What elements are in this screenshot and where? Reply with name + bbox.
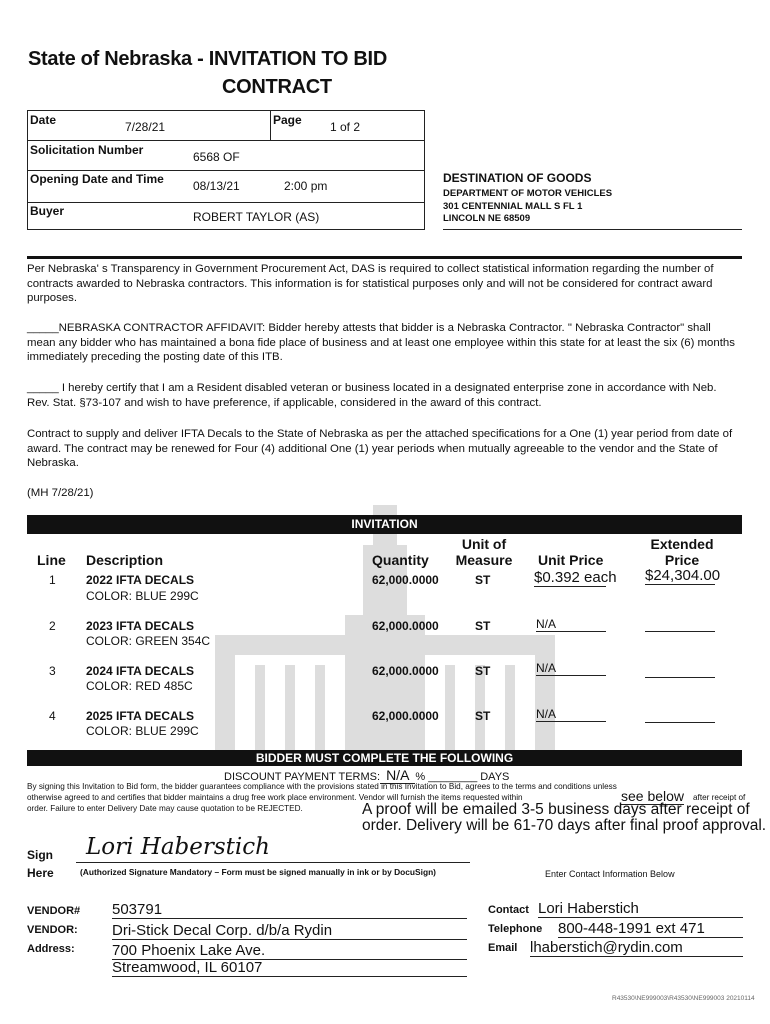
- row1-quantity: 62,000.0000: [372, 573, 439, 587]
- row3-unit-price[interactable]: N/A: [536, 661, 606, 676]
- row3-uom: ST: [475, 664, 491, 678]
- row1-uom: ST: [475, 573, 491, 587]
- col-extended-header-1: Extended: [650, 536, 714, 552]
- sign-label-2: Here: [27, 866, 54, 880]
- row2-unit-price[interactable]: N/A: [536, 617, 606, 632]
- row4-line: 4: [49, 709, 56, 723]
- veteran-paragraph: _____ I hereby certify that I am a Resident disabled veteran or business located in a designated enterprise zone in accordance with Neb. Rev. Stat. §73-107 and wish to have preference, if applicable, considered in the award of this contract.: [27, 382, 717, 409]
- document-title: State of Nebraska - INVITATION TO BID: [28, 48, 387, 70]
- row1-unit-price[interactable]: $0.392 each: [534, 569, 617, 586]
- row4-extended-price[interactable]: [645, 708, 715, 723]
- email-field[interactable]: lhaberstich@rydin.com: [530, 939, 743, 957]
- delivery-days-field[interactable]: see below: [621, 788, 685, 804]
- sign-label-1: Sign: [27, 848, 53, 862]
- discount-value[interactable]: N/A: [380, 767, 415, 784]
- vendor-name-field[interactable]: Dri-Stick Decal Corp. d/b/a Rydin: [112, 922, 467, 940]
- row4-description: 2025 IFTA DECALS: [86, 709, 195, 723]
- col-unit-measure-header-2: Measure: [455, 552, 513, 568]
- note-paragraph: (MH 7/28/21): [27, 487, 94, 499]
- destination-line3: LINCOLN NE 68509: [443, 213, 531, 224]
- buyer-label: Buyer: [30, 204, 65, 218]
- row3-description: 2024 IFTA DECALS: [86, 664, 195, 678]
- footer-code: R43530\NE999003\R43530\NE999003 20210114: [612, 995, 755, 1002]
- row4-quantity: 62,000.0000: [372, 709, 439, 723]
- vendor-num-field[interactable]: 503791: [112, 901, 467, 919]
- terms-line2: otherwise agreed to and certifies that bidder maintains a drug free work place environment. Vendor will furnish the items requested within: [27, 793, 523, 802]
- col-line-header: Line: [37, 552, 66, 568]
- document-subtitle: CONTRACT: [222, 76, 332, 98]
- col-extended-header-2: Price: [664, 552, 700, 568]
- page-label: Page: [273, 113, 302, 127]
- authorized-note: (Authorized Signature Mandatory – Form must be signed manually in ink or by DocuSign): [80, 867, 436, 877]
- row2-color: COLOR: GREEN 354C: [86, 634, 211, 648]
- row4-uom: ST: [475, 709, 491, 723]
- opening-date: 08/13/21: [193, 179, 240, 193]
- solicitation-label: Solicitation Number: [30, 143, 144, 157]
- solicitation-value: 6568 OF: [193, 150, 240, 164]
- signature-image[interactable]: Lori Haberstich: [86, 834, 270, 860]
- row1-extended-price[interactable]: $24,304.00: [645, 567, 721, 584]
- contract-paragraph: Contract to supply and deliver IFTA Decals to the State of Nebraska as per the attached specifications for a One (1) year period from date of award. The contract may be renewed for Four (4) additional One (1) year periods when mutually agreeable to the vendor and the State of Nebraska.: [27, 428, 733, 470]
- contact-label: Contact: [488, 904, 529, 916]
- affidavit-paragraph: _____NEBRASKA CONTRACTOR AFFIDAVIT: Bidder hereby attests that bidder is a Nebraska Contractor. " Nebraska Contractor" shall mean any bidder who has maintained a bona fide place of business and at least one employee within this state for at least the six (6) months immediately preceding the posting date of this ITB.: [27, 322, 735, 364]
- row3-quantity: 62,000.0000: [372, 664, 439, 678]
- terms-line2-end: after receipt of: [693, 793, 746, 802]
- col-unit-price-header: Unit Price: [538, 552, 604, 568]
- section-divider: [27, 256, 742, 259]
- destination-heading: DESTINATION OF GOODS: [443, 171, 592, 185]
- contact-name-field[interactable]: Lori Haberstich: [538, 900, 743, 918]
- address-line1-field[interactable]: 700 Phoenix Lake Ave.: [112, 942, 467, 960]
- row1-description: 2022 IFTA DECALS: [86, 573, 195, 587]
- col-unit-measure-header-1: Unit of: [461, 536, 507, 552]
- invitation-bar: INVITATION: [27, 515, 742, 534]
- discount-prefix: DISCOUNT PAYMENT TERMS:: [224, 771, 381, 783]
- row2-extended-price[interactable]: [645, 617, 715, 632]
- row2-quantity: 62,000.0000: [372, 619, 439, 633]
- bidder-bar: BIDDER MUST COMPLETE THE FOLLOWING: [27, 750, 742, 766]
- contact-note: Enter Contact Information Below: [545, 869, 675, 879]
- row2-line: 2: [49, 619, 56, 633]
- row3-color: COLOR: RED 485C: [86, 679, 193, 693]
- vendor-label: VENDOR:: [27, 924, 78, 936]
- destination-line2: 301 CENTENNIAL MALL S FL 1: [443, 201, 583, 212]
- address-label: Address:: [27, 943, 75, 955]
- row2-uom: ST: [475, 619, 491, 633]
- row4-unit-price[interactable]: N/A: [536, 707, 606, 722]
- row3-extended-price[interactable]: [645, 663, 715, 678]
- vendor-num-label: VENDOR#: [27, 905, 81, 917]
- signature-line: [76, 862, 470, 863]
- terms-line3: order. Failure to enter Delivery Date may cause quotation to be REJECTED.: [27, 804, 303, 813]
- col-quantity-header: Quantity: [372, 552, 429, 568]
- capitol-watermark-icon: [195, 505, 575, 765]
- address-line2-field[interactable]: Streamwood, IL 60107: [112, 959, 467, 977]
- opening-time: 2:00 pm: [284, 179, 328, 193]
- row1-line: 1: [49, 573, 56, 587]
- col-description-header: Description: [86, 552, 164, 568]
- delivery-note-1: A proof will be emailed 3-5 business days after receipt of: [362, 801, 750, 818]
- row3-line: 3: [49, 664, 56, 678]
- destination-underline: [443, 229, 742, 230]
- date-label: Date: [30, 113, 57, 127]
- row2-description: 2023 IFTA DECALS: [86, 619, 195, 633]
- email-label: Email: [488, 942, 518, 954]
- discount-suffix: % ________ DAYS: [415, 771, 510, 783]
- row4-color: COLOR: BLUE 299C: [86, 724, 199, 738]
- delivery-note-2: order. Delivery will be 61-70 days after final proof approval.: [362, 817, 767, 834]
- date-value: 7/28/21: [125, 120, 166, 134]
- opening-label: Opening Date and Time: [30, 172, 164, 186]
- telephone-field[interactable]: 800-448-1991 ext 471: [558, 920, 743, 938]
- destination-line1: DEPARTMENT OF MOTOR VEHICLES: [443, 188, 613, 199]
- transparency-paragraph: Per Nebraska' s Transparency in Government Procurement Act, DAS is required to collect statistical information regarding the number of contracts awarded to Nebraska contractors. This information is for statistical purposes only and will not be considered for contract award purposes.: [27, 263, 714, 305]
- row1-color: COLOR: BLUE 299C: [86, 589, 199, 603]
- buyer-value: ROBERT TAYLOR (AS): [193, 210, 320, 224]
- page-value: 1 of 2: [330, 120, 361, 134]
- telephone-label: Telephone: [488, 923, 543, 935]
- terms-line1: By signing this Invitation to Bid form, the bidder guarantees compliance with the provisions stated in this Invitation to Bid, agrees to the terms and conditions unless: [27, 782, 617, 791]
